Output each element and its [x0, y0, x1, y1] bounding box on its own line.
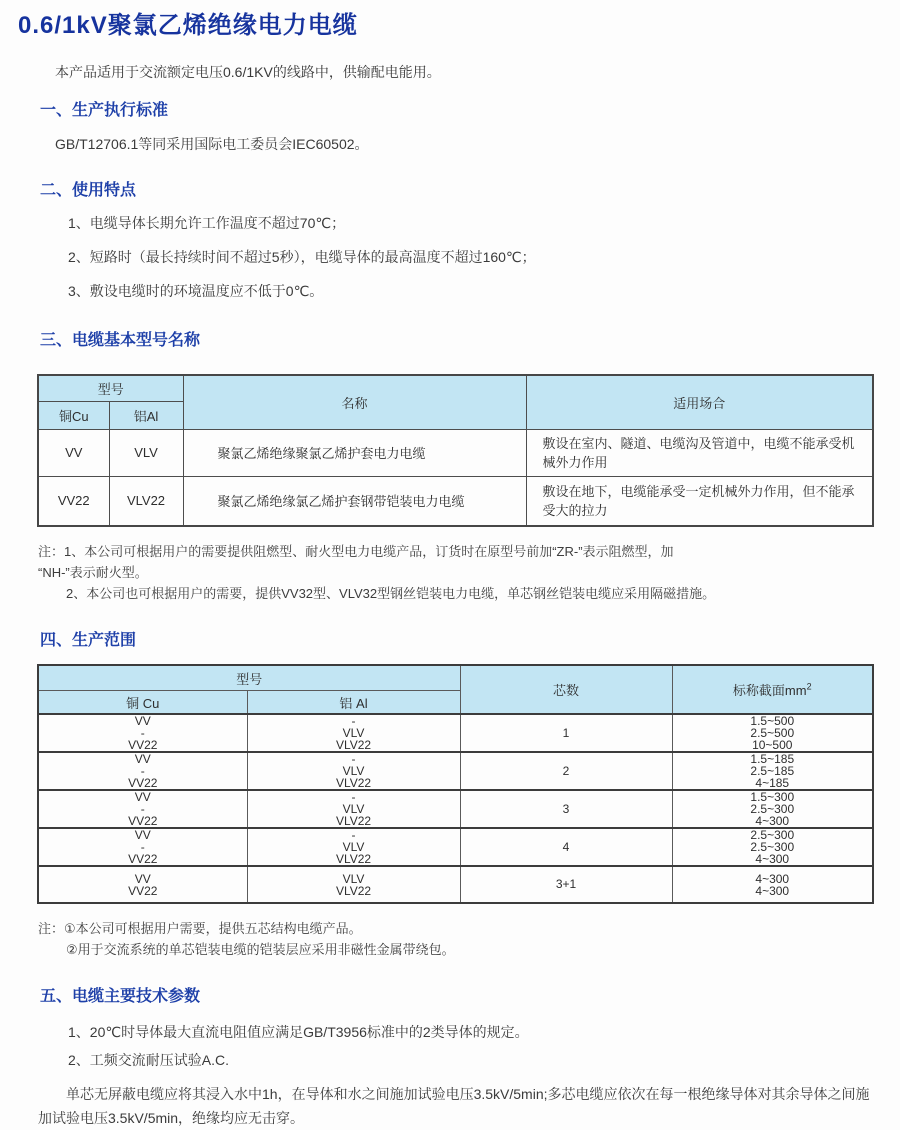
model-table-notes [38, 541, 882, 604]
range-cores-cell: 1 [460, 714, 672, 752]
model-name-cell: 聚氯乙烯绝缘聚氯乙烯护套电力电缆 [183, 429, 526, 476]
range-cu-cell: VV - VV22 [38, 828, 247, 866]
model-al-cell: VLV [109, 429, 183, 476]
model-table-header-cu: 铜Cu [38, 401, 109, 429]
tech-paragraph: 单芯无屏蔽电缆应将其浸入水中1h，在导体和水之间施加试验电压3.5kV/5min;多芯电缆应依次在每一根绝缘导体对其余导体之间施加试验电压3.5kV/5min，绝缘均应无击穿。 [38, 1086, 870, 1126]
table-row [38, 866, 873, 903]
range-cu-cell: VV - VV22 [38, 752, 247, 790]
note-line: “NH-”表示耐火型。 [38, 565, 148, 580]
range-section-cell: 4~300 4~300 [672, 866, 873, 903]
range-table-notes [38, 918, 882, 960]
range-header-cores: 芯数 [460, 665, 672, 714]
note-line: 2、本公司也可根据用户的需要，提供VV32型、VLV32型钢丝铠装电力电缆，单芯钢丝铠装电缆应采用隔磁措施。 [66, 586, 716, 601]
feature-item: 2、短路时（最长持续时间不超过5秒），电缆导体的最高温度不超过160℃； [68, 249, 536, 265]
table-row [38, 714, 873, 752]
range-section-cell: 1.5~300 2.5~300 4~300 [672, 790, 873, 828]
range-cu-cell: VV VV22 [38, 866, 247, 903]
note-line: 注：①本公司可根据用户需要，提供五芯结构电缆产品。 [38, 921, 362, 936]
model-al-cell: VLV22 [109, 476, 183, 526]
model-cu-cell: VV22 [38, 476, 109, 526]
range-section-cell: 2.5~300 2.5~300 4~300 [672, 828, 873, 866]
range-section-cell: 1.5~185 2.5~185 4~185 [672, 752, 873, 790]
table-row [38, 476, 873, 526]
note-line: ②用于交流系统的单芯铠装电缆的铠装层应采用非磁性金属带绕包。 [66, 942, 455, 957]
range-al-cell: - VLV VLV22 [247, 828, 460, 866]
section-heading-tech: 五、电缆主要技术参数 [40, 988, 201, 1005]
superscript: 2 [806, 681, 812, 692]
model-table [37, 374, 874, 527]
model-table-header-usage: 适用场合 [526, 375, 873, 429]
table-row [38, 790, 873, 828]
model-table-header-model: 型号 [38, 375, 183, 401]
table-row [38, 752, 873, 790]
range-al-cell: - VLV VLV22 [247, 714, 460, 752]
standard-body: GB/T12706.1等同采用国际电工委员会IEC60502。 [55, 136, 369, 152]
range-cores-cell: 2 [460, 752, 672, 790]
production-range-table [37, 664, 874, 904]
table-row [38, 828, 873, 866]
range-cores-cell: 4 [460, 828, 672, 866]
model-name-cell: 聚氯乙烯绝缘氯乙烯护套钢带铠装电力电缆 [183, 476, 526, 526]
note-line: 注：1、本公司可根据用户的需要提供阻燃型、耐火型电力电缆产品，订货时在原型号前加“ZR-”表示阻燃型，加 [38, 544, 674, 559]
model-cu-cell: VV [38, 429, 109, 476]
range-header-cu: 铜 Cu [38, 691, 247, 715]
model-usage-cell: 敷设在室内、隧道、电缆沟及管道中，电缆不能承受机械外力作用 [526, 429, 873, 476]
feature-item: 3、敷设电缆时的环境温度应不低于0℃。 [68, 283, 324, 299]
section-heading-range: 四、生产范围 [40, 632, 137, 649]
section-heading-features: 二、使用特点 [40, 182, 137, 199]
intro-paragraph: 本产品适用于交流额定电压0.6/1KV的线路中，供输配电能用。 [55, 64, 441, 80]
range-header-al: 铝 Al [247, 691, 460, 715]
range-al-cell: - VLV VLV22 [247, 752, 460, 790]
page-title: 0.6/1kV聚氯乙烯绝缘电力电缆 [18, 12, 358, 39]
section-heading-models: 三、电缆基本型号名称 [40, 332, 201, 349]
range-header-section: 标称截面$mm^2$ [672, 665, 873, 714]
tech-item: 1、20℃时导体最大直流电阻值应满足GB/T3956标准中的2类导体的规定。 [68, 1024, 529, 1040]
range-cu-cell: VV - VV22 [38, 714, 247, 752]
range-header-model: 型号 [38, 665, 460, 691]
range-section-cell: 1.5~500 2.5~500 10~500 [672, 714, 873, 752]
model-table-header-name: 名称 [183, 375, 526, 429]
range-al-cell: VLV VLV22 [247, 866, 460, 903]
model-usage-cell: 敷设在地下，电缆能承受一定机械外力作用，但不能承受大的拉力 [526, 476, 873, 526]
range-cu-cell: VV - VV22 [38, 790, 247, 828]
feature-item: 1、电缆导体长期允许工作温度不超过70℃； [68, 215, 346, 231]
range-al-cell: - VLV VLV22 [247, 790, 460, 828]
model-table-header-al: 铝Al [109, 401, 183, 429]
range-cores-cell: 3 [460, 790, 672, 828]
tech-item: 2、工频交流耐压试验A.C. [68, 1052, 230, 1068]
range-cores-cell: 3+1 [460, 866, 672, 903]
table-row [38, 429, 873, 476]
section-heading-standard: 一、生产执行标准 [40, 102, 169, 119]
